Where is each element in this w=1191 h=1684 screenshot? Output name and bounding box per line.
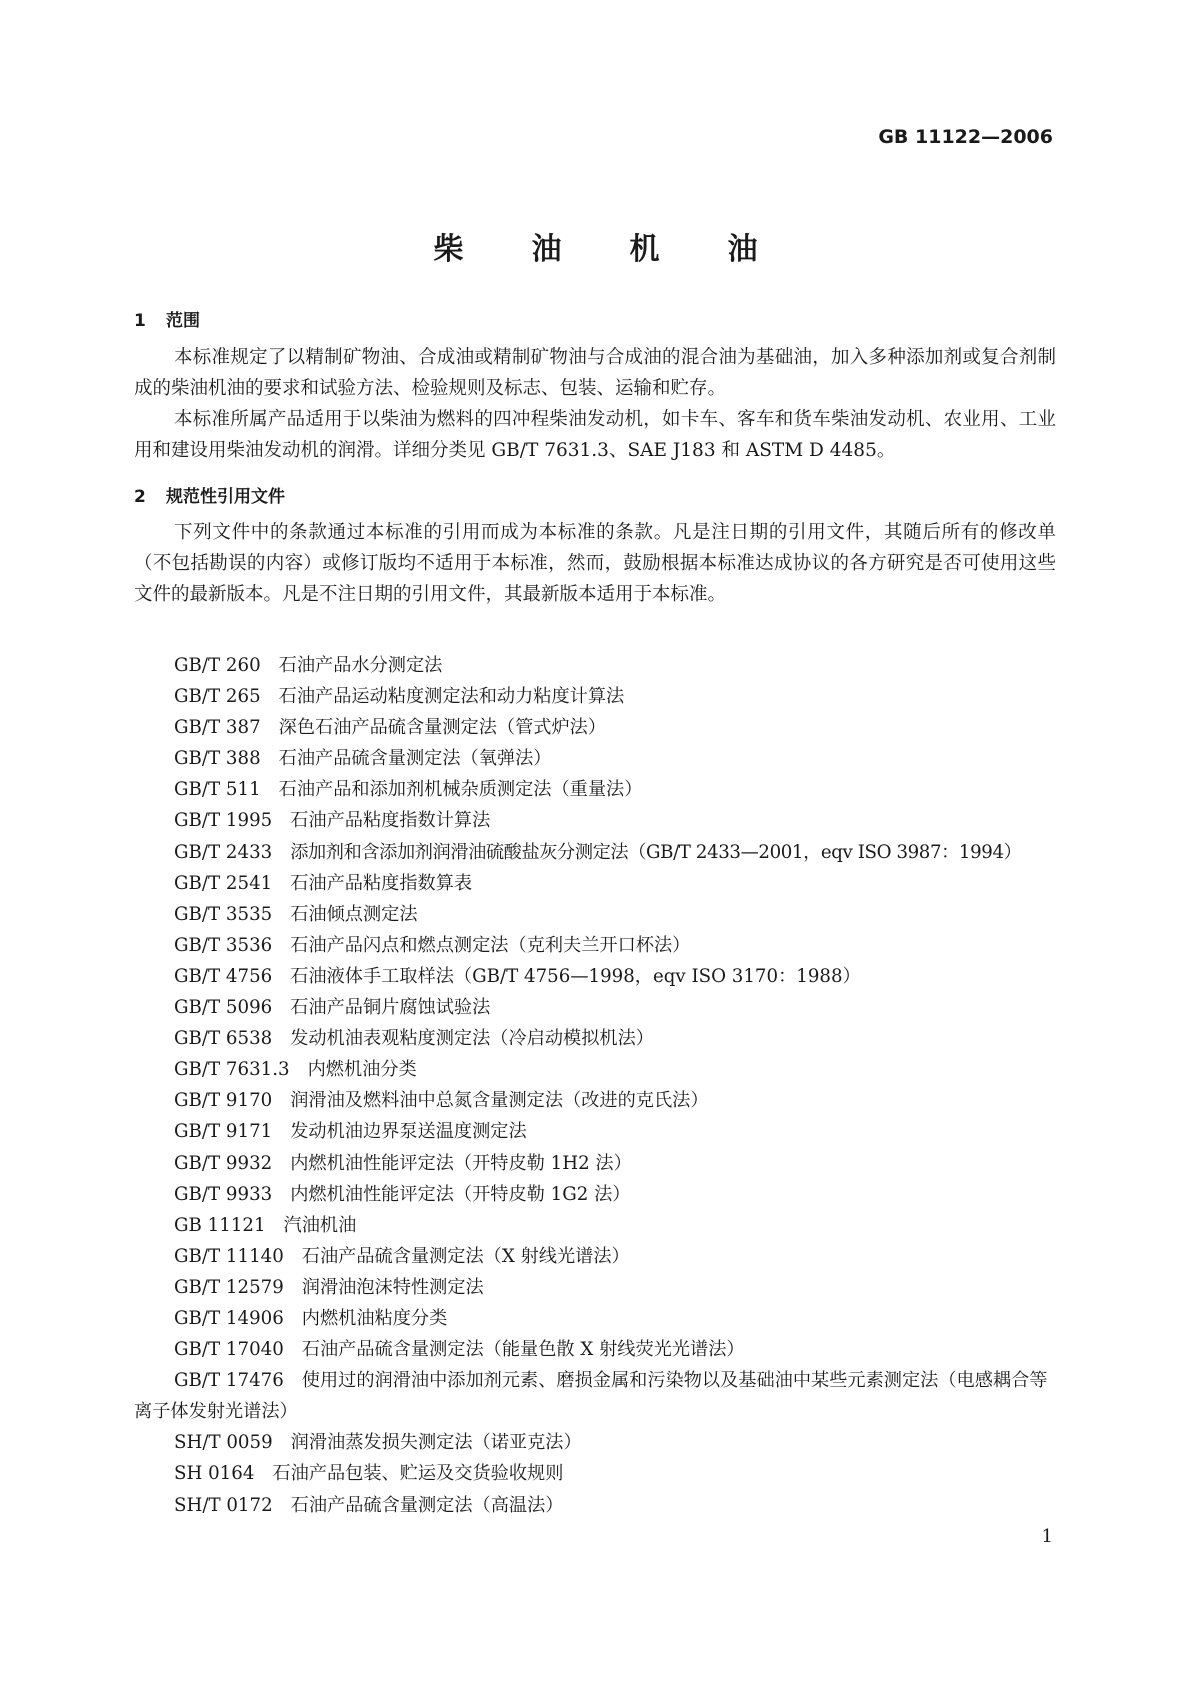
reference-item bbox=[134, 712, 1056, 743]
reference-title: 内燃机油分类 bbox=[307, 1059, 417, 1081]
reference-item bbox=[134, 1179, 1056, 1210]
reference-title: 石油产品粘度指数计算法 bbox=[290, 810, 491, 832]
reference-item bbox=[134, 1054, 1056, 1085]
reference-item bbox=[134, 1148, 1056, 1179]
reference-title: 石油产品运动粘度测定法和动力粘度计算法 bbox=[278, 686, 625, 708]
section-title: 范围 bbox=[166, 311, 200, 331]
reference-item bbox=[134, 774, 1056, 805]
reference-title: 石油产品粘度指数算表 bbox=[290, 872, 473, 894]
reference-item bbox=[134, 1365, 1056, 1427]
reference-item bbox=[134, 961, 1056, 992]
reference-code: GB 11121 bbox=[174, 1214, 266, 1236]
reference-title: 发动机油表观粘度测定法（冷启动模拟机法） bbox=[290, 1028, 654, 1050]
reference-title: 石油产品水分测定法 bbox=[278, 655, 443, 676]
reference-title: 内燃机油粘度分类 bbox=[301, 1307, 448, 1329]
reference-code: GB/T 11140 bbox=[174, 1245, 284, 1267]
reference-item bbox=[134, 1334, 1056, 1365]
scope-paragraph-1: 本标准规定了以精制矿物油、合成油或精制矿物油与合成油的混合油为基础油，加入多种添加剂或复合剂制成的柴油机油的要求和试验方法、检验规则及标志、包装、运输和贮存。 bbox=[134, 347, 1056, 399]
reference-item bbox=[134, 681, 1056, 712]
reference-title: 石油倾点测定法 bbox=[290, 903, 418, 925]
reference-code: SH/T 0172 bbox=[174, 1494, 273, 1516]
reference-code: GB/T 4756 bbox=[174, 965, 273, 987]
reference-title: 润滑油泡沫特性测定法 bbox=[301, 1276, 484, 1298]
scope-paragraph-2: 本标准所属产品适用于以柴油为燃料的四冲程柴油发动机，如卡车、客车和货车柴油发动机、农业用、工业用和建设用柴油发动机的润滑。详细分类见 GB/T 7631.3、SAE J183 和 ASTM D 4485。 bbox=[134, 409, 1056, 461]
reference-item bbox=[134, 805, 1056, 836]
section-number: 1 bbox=[134, 311, 146, 331]
reference-code: GB/T 9171 bbox=[174, 1121, 273, 1143]
reference-code: GB/T 2541 bbox=[174, 872, 273, 894]
reference-item bbox=[134, 1272, 1056, 1303]
reference-code: GB/T 17040 bbox=[174, 1339, 284, 1361]
reference-title: 发动机油边界泵送温度测定法 bbox=[290, 1121, 527, 1143]
standard-number: GB 11122—2006 bbox=[878, 126, 1053, 148]
reference-title: 汽油机油 bbox=[283, 1214, 357, 1236]
reference-title: 石油液体手工取样法（GB/T 4756—1998，eqv ISO 3170：1988） bbox=[290, 965, 861, 987]
reference-item bbox=[134, 899, 1056, 930]
section-heading-normative-references bbox=[134, 482, 285, 507]
reference-item bbox=[134, 837, 1056, 868]
reference-title: 石油产品硫含量测定法（X 射线光谱法） bbox=[301, 1245, 630, 1267]
reference-item bbox=[134, 1490, 1056, 1521]
reference-code: SH 0164 bbox=[174, 1463, 255, 1485]
reference-code: GB/T 17476 bbox=[174, 1370, 284, 1392]
reference-item bbox=[134, 743, 1056, 774]
reference-item bbox=[134, 1116, 1056, 1147]
reference-code: GB/T 6538 bbox=[174, 1028, 273, 1050]
reference-code: GB/T 3536 bbox=[174, 934, 273, 956]
reference-list bbox=[134, 650, 1056, 1521]
reference-code: GB/T 260 bbox=[174, 655, 261, 676]
reference-item bbox=[134, 1241, 1056, 1272]
reference-code: GB/T 387 bbox=[174, 717, 261, 739]
reference-item bbox=[134, 992, 1056, 1023]
reference-code: GB/T 265 bbox=[174, 686, 261, 708]
references-intro-paragraph: 下列文件中的条款通过本标准的引用而成为本标准的条款。凡是注日期的引用文件，其随后所有的修改单（不包括勘误的内容）或修订版均不适用于本标准，然而，鼓励根据本标准达成协议的各方研究是否可使用这些文件的最新版本。凡是不注日期的引用文件，其最新版本适用于本标准。 bbox=[134, 522, 1056, 605]
reference-code: GB/T 7631.3 bbox=[174, 1059, 290, 1081]
section-heading-scope bbox=[134, 306, 200, 331]
reference-item bbox=[134, 930, 1056, 961]
document-title: 柴油机油 bbox=[433, 232, 826, 267]
reference-code: GB/T 12579 bbox=[174, 1276, 284, 1298]
reference-title: 使用过的润滑油中添加剂元素、磨损金属和污染物以及基础油中某些元素测定法（电感耦合等离子体发射光谱法） bbox=[134, 1370, 1048, 1423]
reference-title: 石油产品闪点和燃点测定法（克利夫兰开口杯法） bbox=[290, 934, 691, 956]
reference-item bbox=[134, 1303, 1056, 1334]
reference-item bbox=[134, 1085, 1056, 1116]
reference-title: 石油产品硫含量测定法（能量色散 X 射线荧光光谱法） bbox=[301, 1339, 745, 1361]
reference-title: 润滑油蒸发损失测定法（诺亚克法） bbox=[290, 1432, 582, 1454]
reference-code: GB/T 388 bbox=[174, 748, 261, 770]
reference-item bbox=[134, 1427, 1056, 1458]
reference-code: GB/T 14906 bbox=[174, 1307, 284, 1329]
section-number: 2 bbox=[134, 487, 146, 507]
reference-item bbox=[134, 650, 1056, 681]
reference-title: 石油产品包装、贮运及交货验收规则 bbox=[272, 1463, 564, 1485]
reference-item bbox=[134, 1458, 1056, 1489]
reference-code: GB/T 2433 bbox=[174, 841, 273, 863]
reference-title: 添加剂和含添加剂润滑油硫酸盐灰分测定法（GB/T 2433—2001，eqv ISO 3987：1994） bbox=[290, 841, 1022, 863]
section-title: 规范性引用文件 bbox=[166, 487, 285, 507]
reference-code: SH/T 0059 bbox=[174, 1432, 273, 1454]
reference-code: GB/T 9933 bbox=[174, 1183, 273, 1205]
reference-code: GB/T 1995 bbox=[174, 810, 273, 832]
page-number: 1 bbox=[1041, 1526, 1053, 1547]
reference-title: 石油产品硫含量测定法（氧弹法） bbox=[278, 748, 552, 770]
reference-item bbox=[134, 1023, 1056, 1054]
reference-title: 石油产品和添加剂机械杂质测定法（重量法） bbox=[278, 779, 643, 801]
reference-code: GB/T 3535 bbox=[174, 903, 273, 925]
reference-item bbox=[134, 1210, 1056, 1241]
reference-code: GB/T 5096 bbox=[174, 997, 273, 1019]
reference-title: 内燃机油性能评定法（开特皮勒 1H2 法） bbox=[290, 1152, 632, 1174]
reference-title: 石油产品硫含量测定法（高温法） bbox=[290, 1494, 564, 1516]
reference-title: 深色石油产品硫含量测定法（管式炉法） bbox=[278, 717, 607, 739]
reference-code: GB/T 511 bbox=[174, 779, 261, 801]
reference-title: 石油产品铜片腐蚀试验法 bbox=[290, 997, 491, 1019]
reference-title: 内燃机油性能评定法（开特皮勒 1G2 法） bbox=[290, 1183, 631, 1205]
reference-code: GB/T 9932 bbox=[174, 1152, 273, 1174]
reference-title: 润滑油及燃料油中总氮含量测定法（改进的克氏法） bbox=[290, 1090, 709, 1112]
reference-item bbox=[134, 868, 1056, 899]
reference-code: GB/T 9170 bbox=[174, 1090, 273, 1112]
